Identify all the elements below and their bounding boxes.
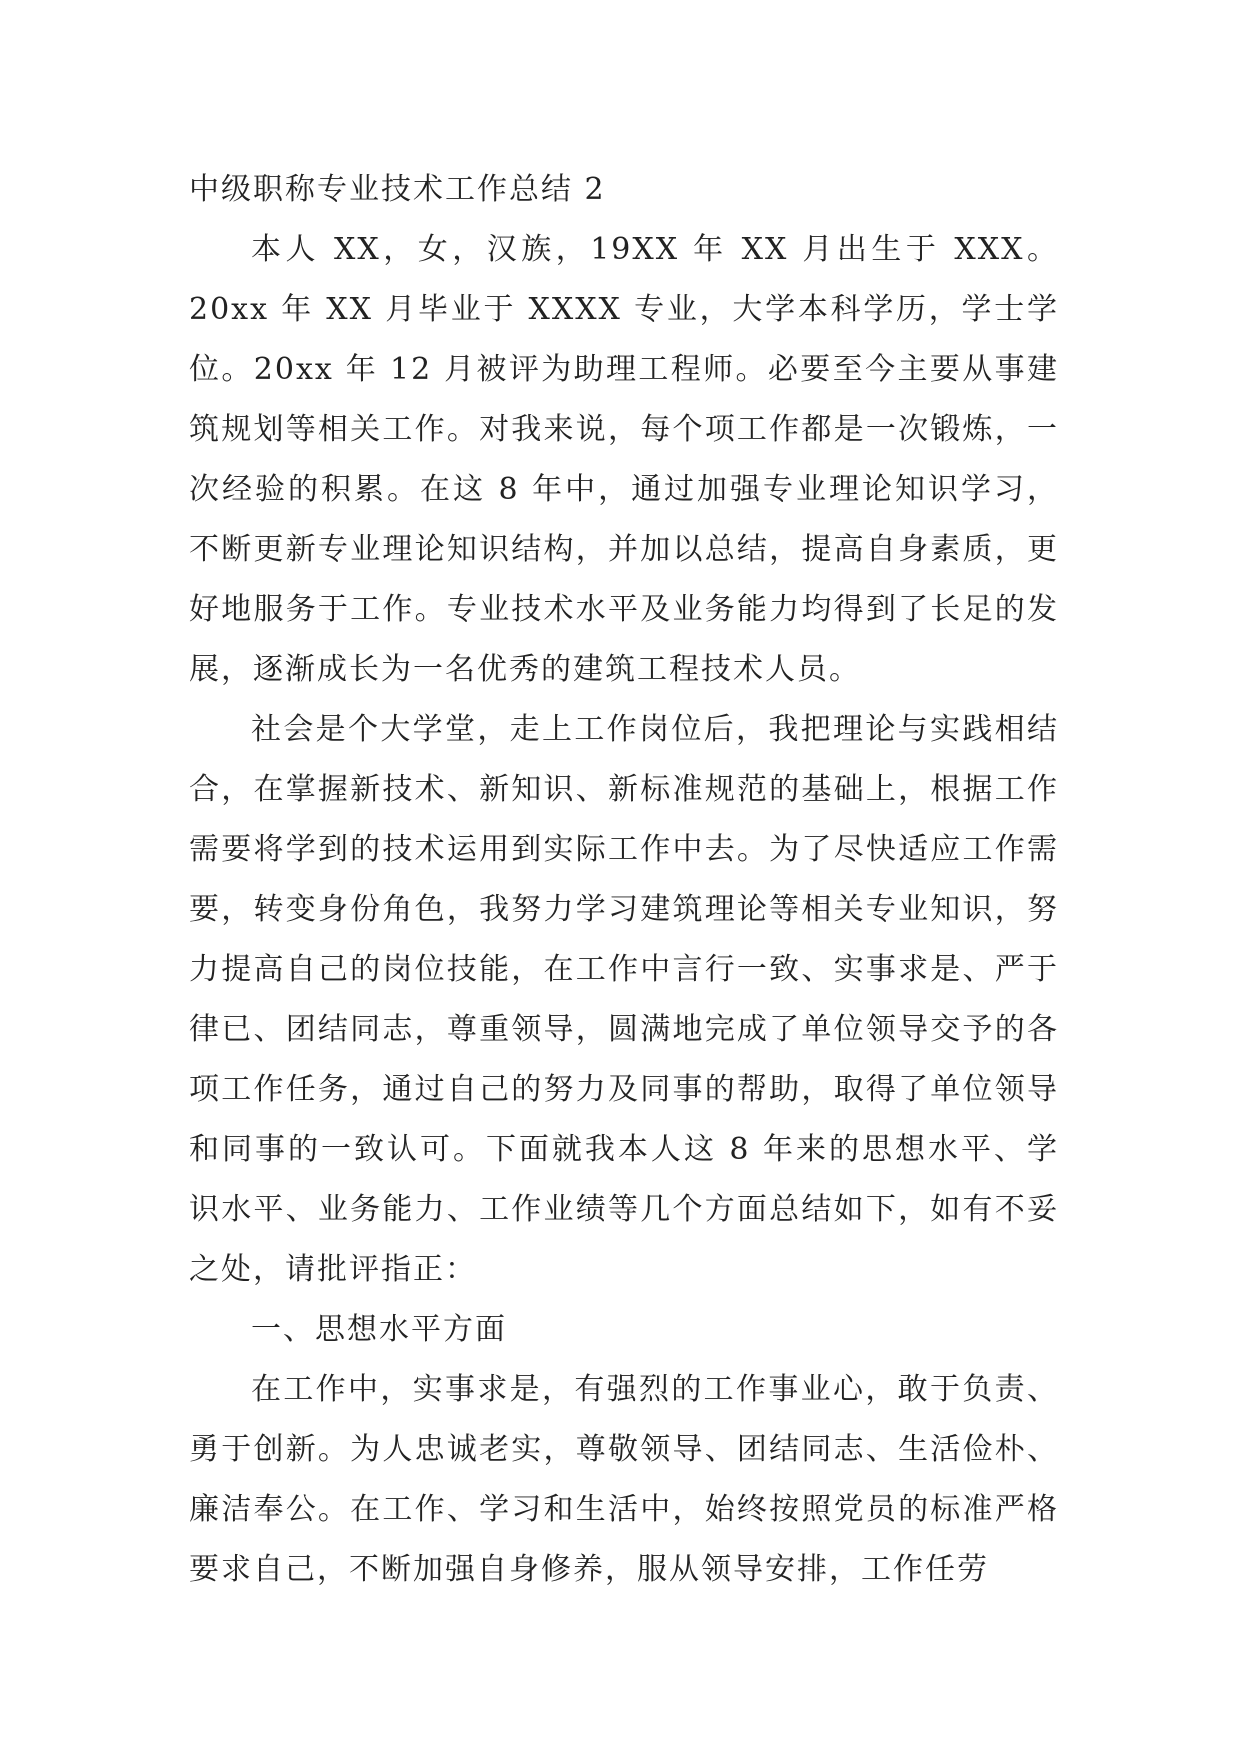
- section-heading: 一、思想水平方面: [251, 1312, 507, 1347]
- paragraph-intro: 本人 XX，女，汉族，19XX 年 XX 月出生于 XXX。20xx 年 XX 月毕业于 XXXX 专业，大学本科学历，学士学位。20xx 年 12 月被评为助理工程师。必要至今主要从事建筑规划等相关工作。对我来说，每个项工作都是一次锻炼，一次经验的积累。在这 8 年中，通过加强专业理论知识学习，不断更新专业理论知识结构，并加以总结，提高自身素质，更好地服务于工作。专业技术水平及业务能力均得到了长足的发展，逐渐成长为一名优秀的建筑工程技术人员。: [189, 232, 1059, 687]
- section-paragraph: 在工作中，实事求是，有强烈的工作事业心，敢于负责、勇于创新。为人忠诚老实，尊敬领导、团结同志、生活俭朴、廉洁奉公。在工作、学习和生活中，始终按照党员的标准严格要求自己，不断加强自身修养，服从领导安排，工作任劳: [189, 1372, 1059, 1587]
- document-title: 中级职称专业技术工作总结 2: [189, 172, 606, 207]
- paragraph-experience: 社会是个大学堂，走上工作岗位后，我把理论与实践相结合，在掌握新技术、新知识、新标准规范的基础上，根据工作需要将学到的技术运用到实际工作中去。为了尽快适应工作需要，转变身份角色，我努力学习建筑理论等相关专业知识，努力提高自己的岗位技能，在工作中言行一致、实事求是、严于律已、团结同志，尊重领导，圆满地完成了单位领导交予的各项工作任务，通过自己的努力及同事的帮助，取得了单位领导和同事的一致认可。下面就我本人这 8 年来的思想水平、学识水平、业务能力、工作业绩等几个方面总结如下，如有不妥之处，请批评指正：: [189, 712, 1059, 1287]
- document-body: [189, 160, 1059, 1600]
